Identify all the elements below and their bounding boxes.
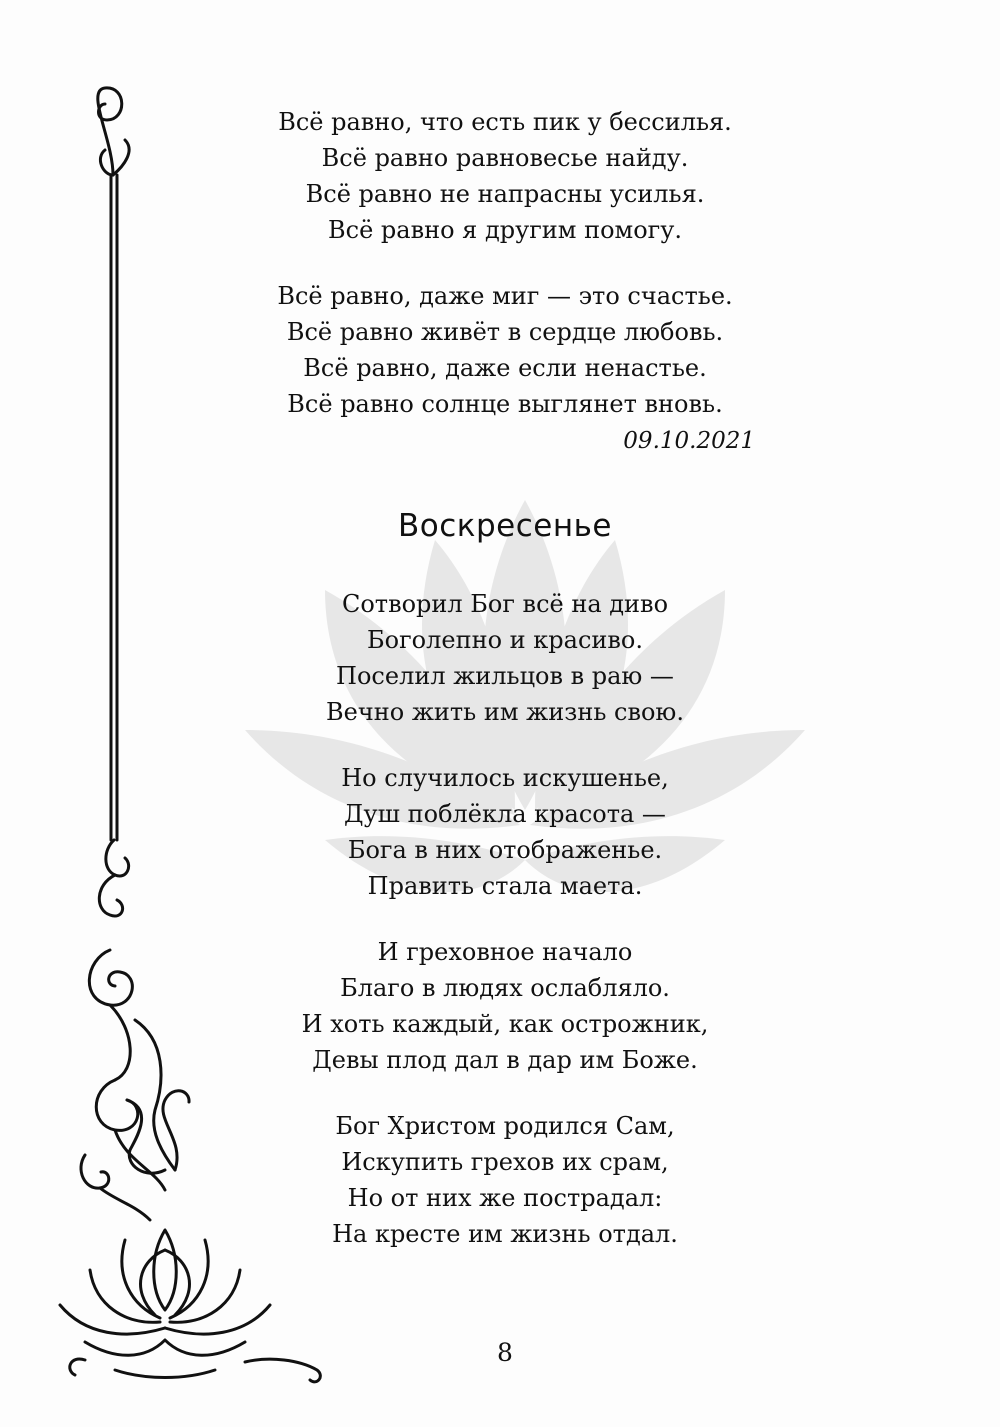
verse-line: Всё равно, даже если ненастье.: [303, 354, 707, 382]
verse-line: Но случилось искушенье,: [341, 764, 669, 792]
page-number: 8: [497, 1338, 513, 1367]
verse-line: Вечно жить им жизнь свою.: [326, 698, 684, 726]
poem-date: 09.10.2021: [623, 428, 755, 454]
poem-1: [230, 104, 780, 422]
stanza: [230, 104, 780, 248]
verse-line: На кресте им жизнь отдал.: [332, 1220, 678, 1248]
poem-2: [230, 586, 780, 1252]
verse-line: Сотворил Бог всё на диво: [341, 590, 669, 618]
verse-line: Всё равно я другим помогу.: [328, 216, 682, 244]
verse-line: И греховное начало: [377, 938, 633, 966]
verse-line: Всё равно равновесье найду.: [321, 144, 689, 172]
verse-line: Всё равно живёт в сердце любовь.: [286, 318, 724, 346]
stanza: [230, 760, 780, 904]
verse-line: Но от них же пострадал:: [347, 1184, 663, 1212]
verse-line: Бог Христом родился Сам,: [335, 1112, 675, 1140]
verse-line: Девы плод дал в дар им Боже.: [312, 1046, 698, 1074]
verse-line: И хоть каждый, как острожник,: [301, 1010, 709, 1038]
verse-line: Править стала маета.: [367, 872, 643, 900]
poem-title: Воскресенье: [398, 508, 612, 544]
verse-line: Душ поблёкла красота —: [344, 800, 666, 828]
stanza: [230, 934, 780, 1078]
verse-line: Бога в них отображенье.: [347, 836, 663, 864]
verse-line: Боголепно и красиво.: [367, 626, 643, 654]
verse-line: Всё равно, что есть пик у бессилья.: [278, 108, 732, 136]
stanza: [230, 586, 780, 730]
verse-line: Всё равно, даже миг — это счастье.: [277, 282, 733, 310]
verse-line: Всё равно солнце выглянет вновь.: [287, 390, 723, 418]
verse-line: Благо в людях ослабляло.: [340, 974, 670, 1002]
stanza: [230, 278, 780, 422]
stanza: [230, 1108, 780, 1252]
verse-line: Всё равно не напрасны усилья.: [305, 180, 705, 208]
verse-line: Поселил жильцов в раю —: [336, 662, 674, 690]
verse-line: Искупить грехов их срам,: [341, 1148, 669, 1176]
